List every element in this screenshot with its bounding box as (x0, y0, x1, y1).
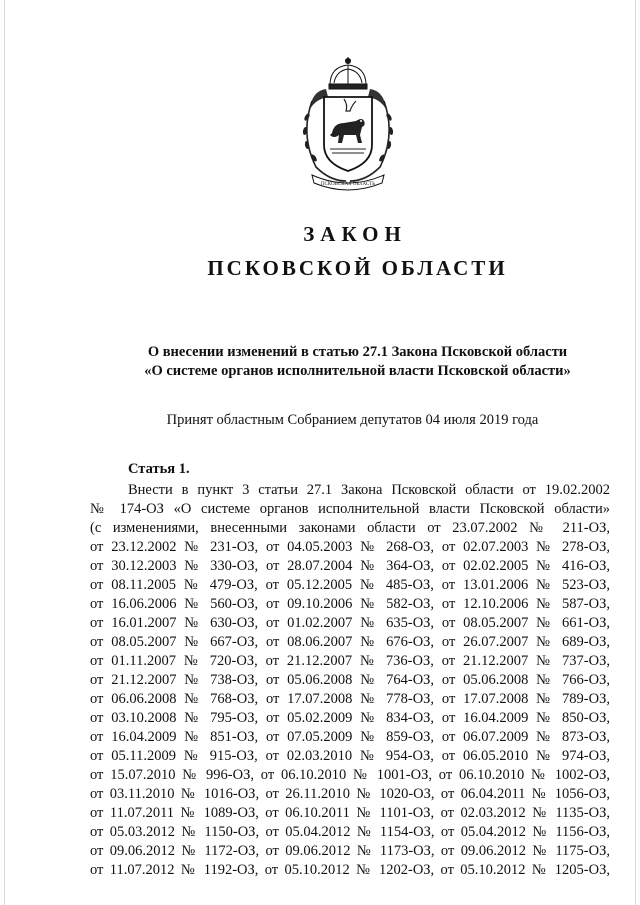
body-line: от 21.12.2007 № 738-ОЗ, от 05.06.2008 № 764-ОЗ, от 05.06.2008 № 766-ОЗ, (90, 672, 610, 688)
body-line: от 05.11.2009 № 915-ОЗ, от 02.03.2010 № 954-ОЗ, от 06.05.2010 № 974-ОЗ, (90, 748, 610, 764)
body-line: от 08.05.2007 № 667-ОЗ, от 08.06.2007 № 676-ОЗ, от 26.07.2007 № 689-ОЗ, (90, 634, 610, 650)
subject-line-1: О внесении изменений в статью 27.1 Закона Псковской области (147, 344, 568, 360)
scan-edge-left (4, 0, 5, 905)
subject-line-2: «О системе органов исполнительной власти Псковской области» (144, 363, 571, 379)
body-line: от 06.06.2008 № 768-ОЗ, от 17.07.2008 № 778-ОЗ, от 17.07.2008 № 789-ОЗ, (90, 691, 610, 707)
law-region: ПСКОВСКОЙ ОБЛАСТИ (207, 256, 508, 280)
body-line: от 23.12.2002 № 231-ОЗ, от 04.05.2003 № 268-ОЗ, от 02.07.2003 № 278-ОЗ, (90, 539, 610, 555)
body-line: (с изменениями, внесенными законами области от 23.07.2002 № 211-ОЗ, (90, 520, 610, 536)
pskov-coat-of-arms-icon (290, 55, 406, 195)
body-line: от 08.11.2005 № 479-ОЗ, от 05.12.2005 № 485-ОЗ, от 13.01.2006 № 523-ОЗ, (90, 577, 610, 593)
body-line: от 11.07.2012 № 1192-ОЗ, от 05.10.2012 № 1202-ОЗ, от 05.10.2012 № 1205-ОЗ, (90, 862, 610, 878)
body-line: от 16.04.2009 № 851-ОЗ, от 07.05.2009 № 859-ОЗ, от 06.07.2009 № 873-ОЗ, (90, 729, 610, 745)
body-line: от 16.01.2007 № 630-ОЗ, от 01.02.2007 № 635-ОЗ, от 08.05.2007 № 661-ОЗ, (90, 615, 610, 631)
scan-edge-right (635, 0, 636, 905)
body-line: от 16.06.2006 № 560-ОЗ, от 09.10.2006 № 582-ОЗ, от 12.10.2006 № 587-ОЗ, (90, 596, 610, 612)
article-heading: Статья 1. (128, 461, 190, 477)
body-line: от 05.03.2012 № 1150-ОЗ, от 05.04.2012 № 1154-ОЗ, от 05.04.2012 № 1156-ОЗ, (90, 824, 610, 840)
svg-text:ПСКОВСКАЯ ОБЛАСТЬ: ПСКОВСКАЯ ОБЛАСТЬ (320, 182, 376, 187)
body-line: от 11.07.2011 № 1089-ОЗ, от 06.10.2011 № 1101-ОЗ, от 02.03.2012 № 1135-ОЗ, (90, 805, 610, 821)
body-line: от 09.06.2012 № 1172-ОЗ, от 09.06.2012 № 1173-ОЗ, от 09.06.2012 № 1175-ОЗ, (90, 843, 610, 859)
body-line: от 01.11.2007 № 720-ОЗ, от 21.12.2007 № 736-ОЗ, от 21.12.2007 № 737-ОЗ, (90, 653, 610, 669)
law-title: ЗАКОН (303, 222, 407, 246)
body-line: от 30.12.2003 № 330-ОЗ, от 28.07.2004 № 364-ОЗ, от 02.02.2005 № 416-ОЗ, (90, 558, 610, 574)
body-line: от 03.10.2008 № 795-ОЗ, от 05.02.2009 № 834-ОЗ, от 16.04.2009 № 850-ОЗ, (90, 710, 610, 726)
article-body (90, 481, 610, 880)
body-line: Внести в пункт 3 статьи 27.1 Закона Псковской области от 19.02.2002 (128, 482, 610, 498)
adoption-statement: Принят областным Собранием депутатов 04 июля 2019 года (166, 412, 539, 428)
body-line: от 03.11.2010 № 1016-ОЗ, от 26.11.2010 № 1020-ОЗ, от 06.04.2011 № 1056-ОЗ, (90, 786, 610, 802)
body-line: № 174-ОЗ «О системе органов исполнительной власти Псковской области» (90, 501, 610, 517)
body-line: от 15.07.2010 № 996-ОЗ, от 06.10.2010 № 1001-ОЗ, от 06.10.2010 № 1002-ОЗ, (90, 767, 610, 783)
